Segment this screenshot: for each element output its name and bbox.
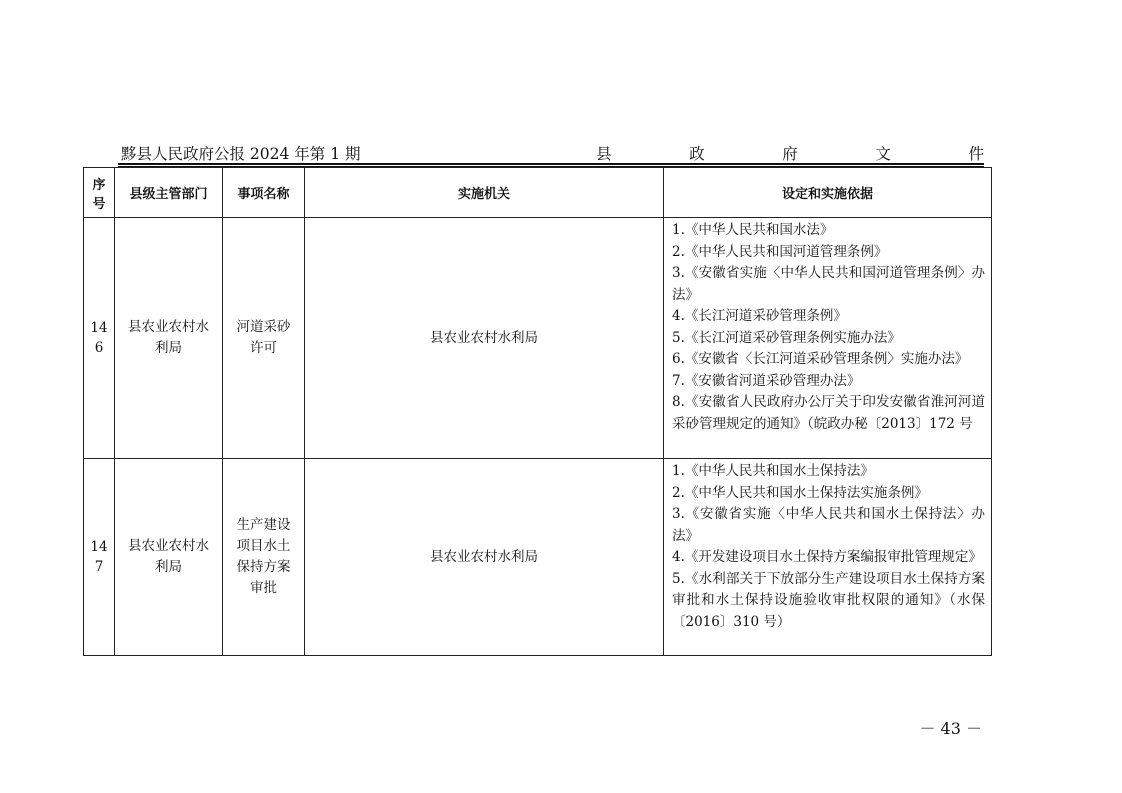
column-header-basis: 设定和实施依据 bbox=[664, 168, 992, 218]
basis-item: 1.《中华人民共和国水法》 bbox=[672, 222, 834, 238]
basis-item: 4.《长江河道采砂管理条例》 bbox=[672, 308, 847, 324]
seq-line: 14 bbox=[90, 320, 108, 336]
approval-items-table bbox=[83, 167, 992, 656]
department-line: 县农业农村水 bbox=[128, 538, 209, 554]
item-name-line: 项目水土 bbox=[236, 538, 291, 554]
basis-item: 2.《中华人民共和国水土保持法实施条例》 bbox=[672, 484, 928, 501]
basis-item: 7.《安徽省河道采砂管理办法》 bbox=[672, 372, 861, 389]
column-header-item-name: 事项名称 bbox=[223, 168, 305, 218]
column-header-agency: 实施机关 bbox=[305, 168, 664, 218]
column-header-seq-line: 号 bbox=[92, 196, 106, 212]
item-name-line: 审批 bbox=[250, 580, 277, 596]
item-name-line: 生产建设 bbox=[236, 517, 291, 533]
item-name-cell bbox=[223, 218, 305, 459]
department-cell bbox=[115, 459, 223, 656]
document-category bbox=[596, 142, 984, 164]
column-header-seq bbox=[84, 168, 115, 218]
item-name-cell bbox=[223, 459, 305, 656]
basis-item: 2.《中华人民共和国河道管理条例》 bbox=[672, 243, 888, 260]
basis-item: 8.《安徽省人民政府办公厅关于印发安徽省淮河河道采砂管理规定的通知》（皖政办秘〔2013〕172 号 bbox=[672, 394, 985, 432]
item-name-line: 保持方案 bbox=[236, 559, 291, 575]
basis-item: 1.《中华人民共和国水土保持法》 bbox=[672, 463, 874, 479]
department-line: 利局 bbox=[155, 559, 182, 575]
seq-cell bbox=[84, 218, 115, 459]
seq-line: 6 bbox=[94, 340, 104, 356]
department-line: 利局 bbox=[155, 340, 182, 356]
column-header-seq-line: 序 bbox=[92, 177, 106, 193]
basis-item: 4.《开发建设项目水土保持方案编报审批管理规定》 bbox=[672, 549, 982, 565]
column-header-department: 县级主管部门 bbox=[115, 168, 223, 218]
item-name-line: 许可 bbox=[250, 340, 277, 356]
agency-cell: 县农业农村水利局 bbox=[305, 459, 664, 656]
seq-line: 14 bbox=[90, 539, 108, 555]
gazette-title: 黟县人民政府公报 2024 年第 1 期 bbox=[121, 145, 361, 163]
table-header-row bbox=[84, 168, 992, 218]
basis-item: 3.《安徽省实施〈中华人民共和国水土保持法〉办法》 bbox=[672, 506, 985, 544]
header-rule bbox=[118, 163, 984, 165]
seq-cell bbox=[84, 459, 115, 656]
category-char: 文 bbox=[875, 145, 891, 163]
table-row bbox=[84, 459, 992, 656]
category-char: 政 bbox=[689, 145, 705, 163]
basis-item: 6.《安徽省〈长江河道采砂管理条例〉实施办法》 bbox=[672, 351, 969, 367]
category-char: 县 bbox=[596, 145, 612, 163]
basis-cell bbox=[664, 218, 992, 459]
page-header bbox=[118, 140, 984, 164]
category-char: 府 bbox=[782, 145, 798, 163]
basis-item: 5.《水利部关于下放部分生产建设项目水土保持方案审批和水土保持设施验收审批权限的通知》（水保〔2016〕310 号） bbox=[672, 570, 985, 630]
item-name-line: 河道采砂 bbox=[236, 319, 291, 335]
agency-cell: 县农业农村水利局 bbox=[305, 218, 664, 459]
basis-item: 3.《安徽省实施〈中华人民共和国河道管理条例〉办法》 bbox=[672, 265, 985, 303]
table-row bbox=[84, 218, 992, 459]
category-char: 件 bbox=[968, 145, 984, 163]
page-number: － 43 － bbox=[919, 719, 982, 738]
department-line: 县农业农村水 bbox=[128, 319, 209, 335]
seq-line: 7 bbox=[94, 559, 104, 575]
basis-cell bbox=[664, 459, 992, 656]
department-cell bbox=[115, 218, 223, 459]
basis-item: 5.《长江河道采砂管理条例实施办法》 bbox=[672, 329, 901, 346]
